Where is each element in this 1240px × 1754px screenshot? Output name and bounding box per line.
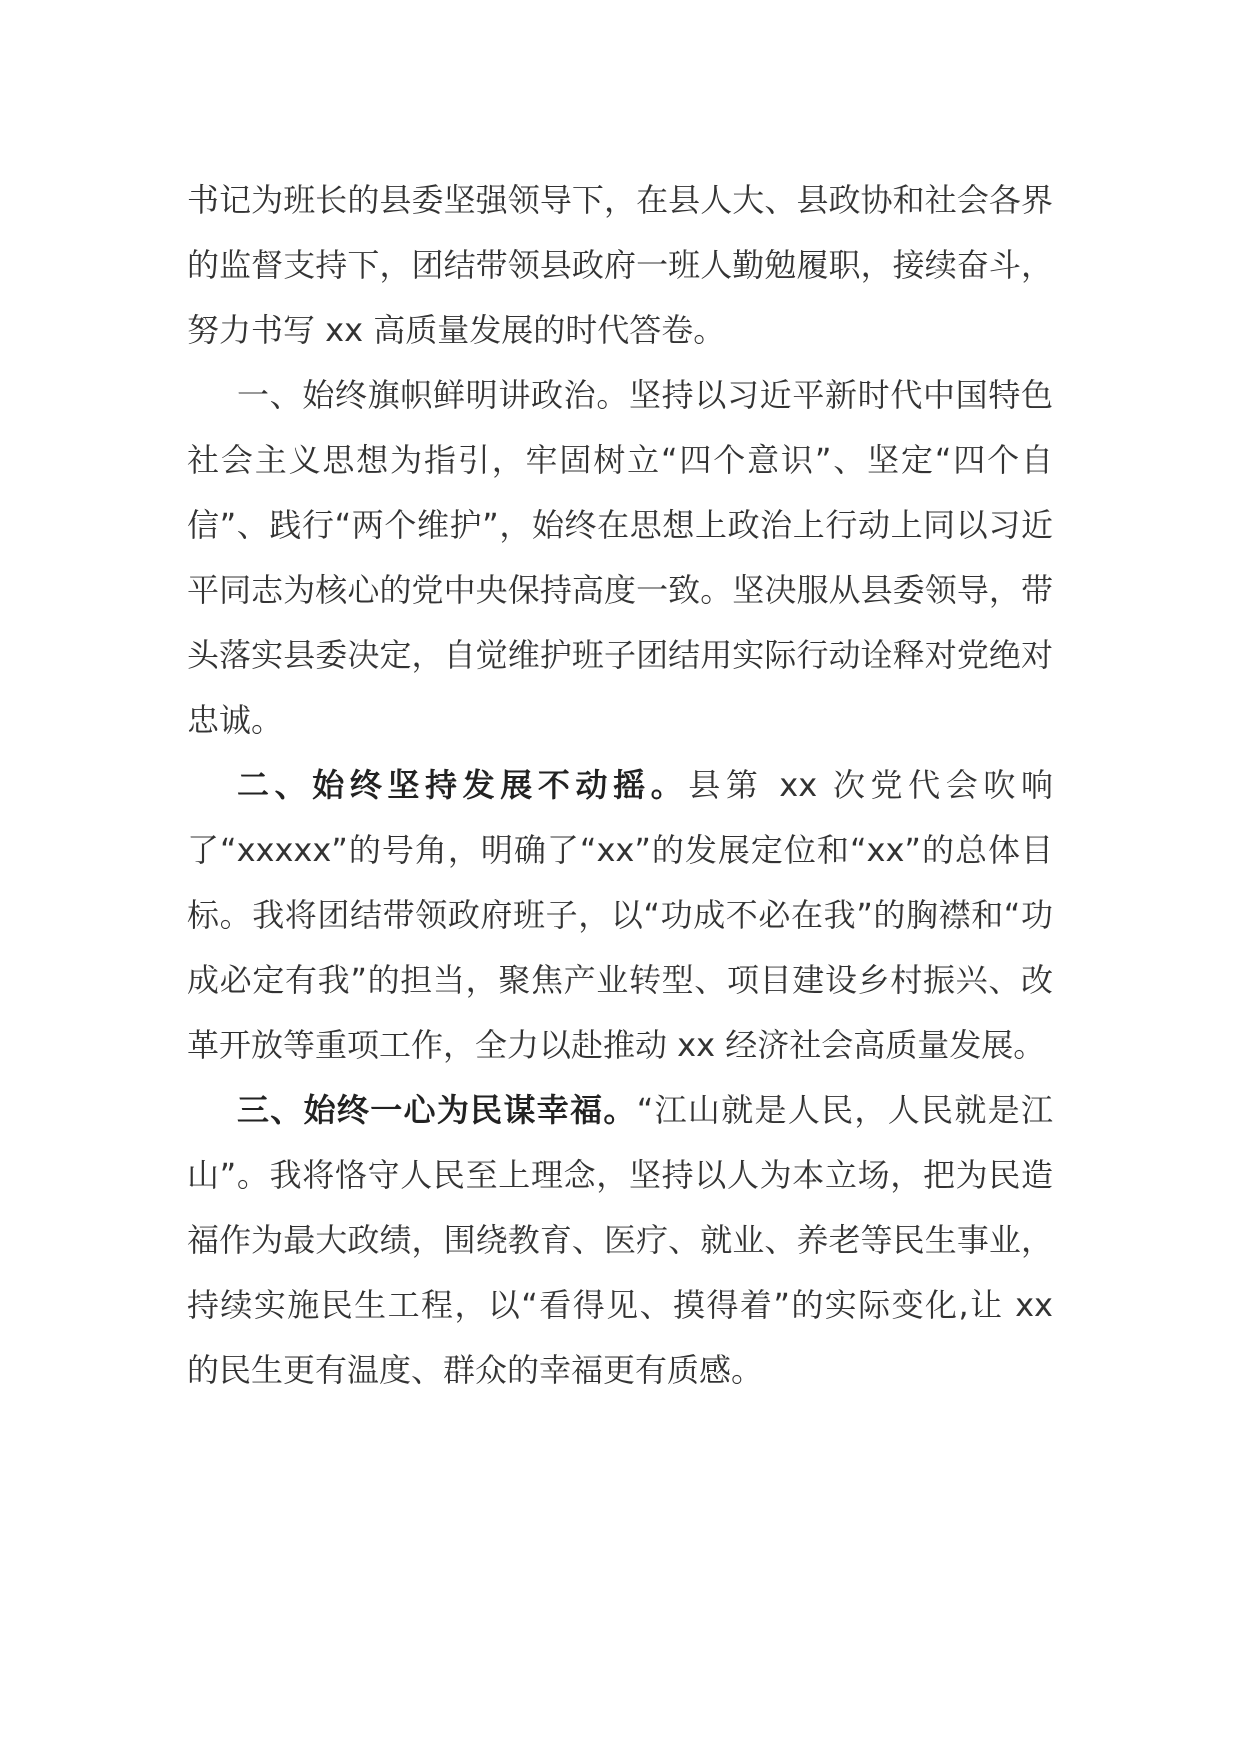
paragraph-continuation — [187, 168, 1053, 363]
paragraph-text: 县第 xx 次党代会吹响了“xxxxx”的号角，明确了“xx”的发展定位和“xx”的总体目标。我将团结带领政府班子，以“功成不必在我”的胸襟和“功成必定有我”的担当，聚焦产业转型、项目建设乡村振兴、改革开放等重项工作，全力以赴推动 xx 经济社会高质量发展。 — [187, 766, 1053, 1064]
paragraph-text: “江山就是人民，人民就是江山”。我将恪守人民至上理念，坚持以人为本立场，把为民造福作为最大政绩，围绕教育、医疗、就业、养老等民生事业，持续实施民生工程，以“看得见、摸得着”的实际变化,让 xx 的民生更有温度、群众的幸福更有质感。 — [187, 1091, 1053, 1389]
section-heading: 二、始终坚持发展不动摇。 — [237, 766, 689, 804]
document-body — [187, 168, 1053, 1403]
paragraph-political-stance — [187, 363, 1053, 753]
paragraph-text: 书记为班长的县委坚强领导下，在县人大、县政协和社会各界的监督支持下，团结带领县政府一班人勤勉履职，接续奋斗，努力书写 xx 高质量发展的时代答卷。 — [187, 181, 1053, 349]
section-heading: 三、始终一心为民谋幸福。 — [237, 1091, 637, 1129]
paragraph-development — [187, 753, 1053, 1078]
paragraph-text: 一、始终旗帜鲜明讲政治。坚持以习近平新时代中国特色社会主义思想为指引，牢固树立“四个意识”、坚定“四个自信”、践行“两个维护”，始终在思想上政治上行动上同以习近平同志为核心的党中央保持高度一致。坚决服从县委领导，带头落实县委决定，自觉维护班子团结用实际行动诠释对党绝对忠诚。 — [187, 376, 1053, 739]
paragraph-people-wellbeing — [187, 1078, 1053, 1403]
